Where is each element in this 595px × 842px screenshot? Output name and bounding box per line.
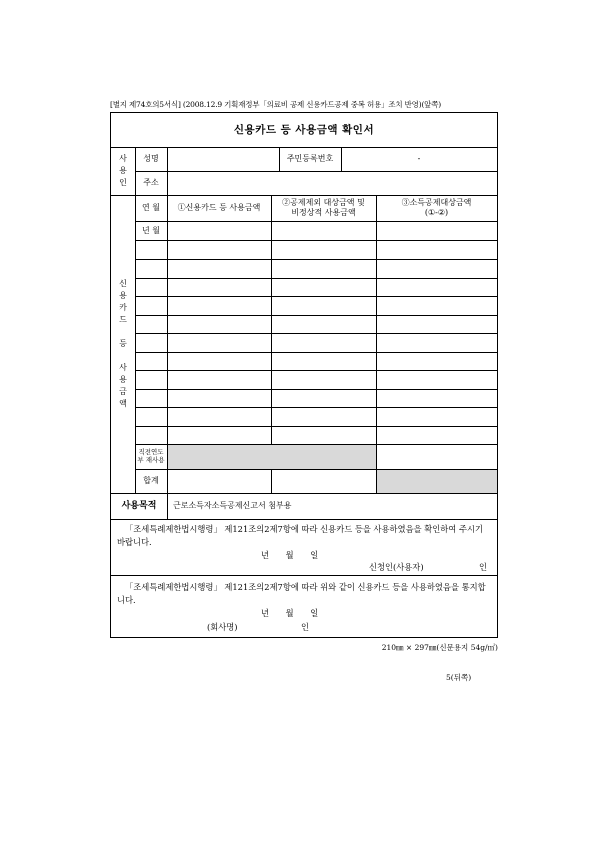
declaration-notice-text: 「조세특례제한법시행령」 제121조의2제7항에 따라 위와 같이 신용카드 등을 사용하였음을 통지합니다. bbox=[117, 582, 486, 605]
total-shaded-cell bbox=[377, 470, 497, 493]
name-label: 성명 bbox=[143, 154, 159, 164]
adjustment-shaded-cell bbox=[168, 445, 376, 469]
company-name-label: (회사명) bbox=[207, 622, 238, 632]
column-header-card-amount: ①신용카드 등 사용금액 bbox=[177, 203, 261, 213]
column-header-deductible-amount: ③소득공제대상금액 (①-②) bbox=[401, 198, 472, 217]
form-header-note: [별지 제74호의5서식] (2008.12.9 기획재정부「의료비 공제 신용카드공제 중복 허용」조치 반영)(앞쪽) bbox=[110, 100, 441, 109]
adjustment-row-label: 직전연도 부 재사용 bbox=[137, 447, 165, 464]
address-label: 주소 bbox=[143, 178, 159, 188]
paper-size-note: 210㎜ × 297㎜(신문용지 54g/㎡) bbox=[381, 643, 498, 652]
applicant-label: 신청인(사용자) bbox=[369, 562, 424, 572]
declaration-request-date: 년 월 일 bbox=[261, 550, 319, 560]
resident-id-field[interactable]: - bbox=[417, 154, 421, 164]
form-title: 신용카드 등 사용금액 확인서 bbox=[233, 123, 375, 136]
first-row-year-month: 년 월 bbox=[142, 225, 160, 235]
resident-id-label: 주민등록번호 bbox=[286, 154, 334, 164]
declaration-notice-date: 년 월 일 bbox=[261, 608, 319, 618]
applicant-seal: 인 bbox=[479, 562, 488, 572]
company-seal: 인 bbox=[301, 622, 310, 632]
amount-section-label: 신 용 카 드 등 사 용 금 액 bbox=[119, 279, 127, 408]
purpose-label: 사용목적 bbox=[121, 500, 157, 511]
purpose-value: 근로소득자소득공제신고서 첨부용 bbox=[173, 501, 292, 511]
name-field[interactable] bbox=[167, 147, 279, 171]
page-number: 5(뒤쪽) bbox=[446, 673, 472, 682]
address-field[interactable] bbox=[167, 171, 497, 195]
confirmation-form bbox=[110, 112, 498, 638]
column-header-year-month: 연 월 bbox=[142, 203, 160, 213]
total-row-label: 합계 bbox=[143, 476, 159, 486]
user-section-label: 사 용 인 bbox=[119, 154, 127, 187]
column-header-excluded-amount: ②공제제외 대상금액 및 비정상적 사용금액 bbox=[282, 198, 365, 217]
declaration-request-text: 「조세특례제한법시행령」 제121조의2제7항에 따라 신용카드 등을 사용하였음을 확인하여 주시기 바랍니다. bbox=[117, 524, 483, 547]
